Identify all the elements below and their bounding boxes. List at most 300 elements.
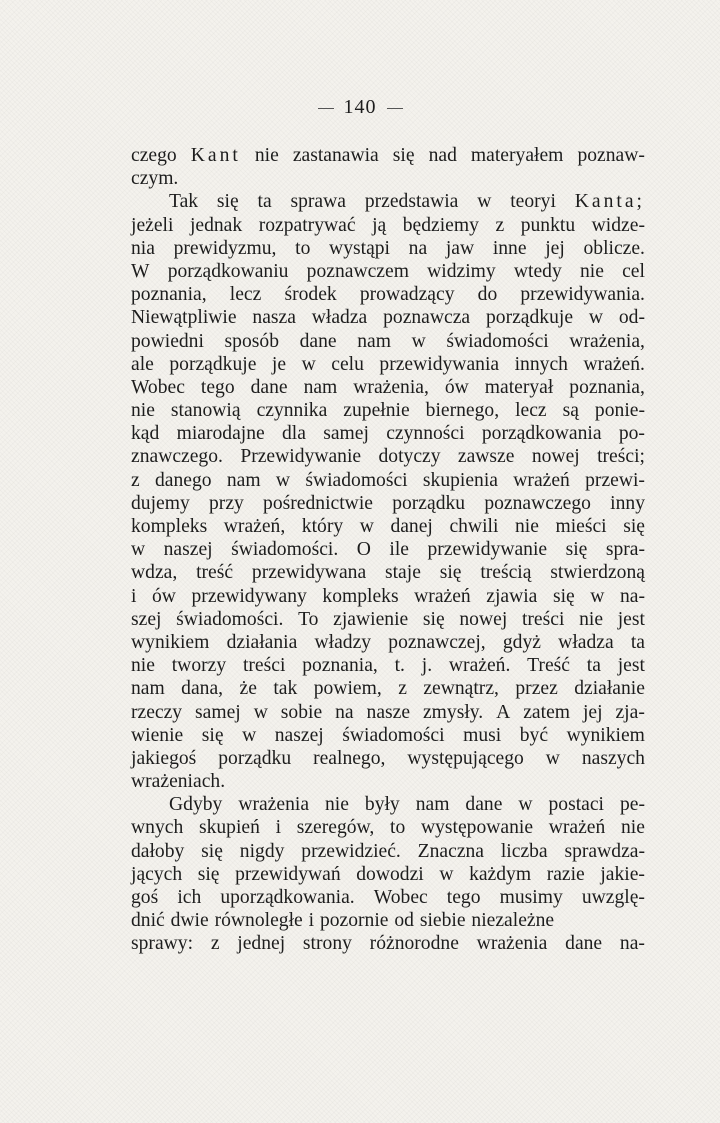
word: nie bbox=[254, 145, 279, 166]
word: nie bbox=[131, 400, 155, 422]
text-line bbox=[131, 190, 645, 213]
text-line bbox=[131, 585, 645, 608]
word: celu bbox=[331, 353, 364, 375]
word: nie bbox=[620, 817, 645, 839]
word: się bbox=[216, 191, 239, 213]
word: oblicze. bbox=[583, 237, 645, 259]
word: zmysły. bbox=[422, 701, 484, 723]
word: Kanta; bbox=[574, 191, 645, 213]
word: dotyczy bbox=[378, 446, 441, 468]
word: świadomości bbox=[342, 724, 445, 746]
text-line bbox=[131, 724, 645, 747]
word: środek bbox=[284, 284, 337, 306]
word: zatem bbox=[523, 701, 571, 723]
word: miarodajne bbox=[176, 423, 265, 445]
word: staje bbox=[384, 562, 421, 584]
text-line bbox=[131, 260, 645, 283]
word: wienie bbox=[131, 724, 184, 746]
word: nasza bbox=[252, 307, 296, 329]
word: j. bbox=[421, 655, 433, 677]
word: prowadzący bbox=[359, 284, 455, 306]
word: się bbox=[623, 516, 645, 537]
word: uporządkowania. bbox=[220, 887, 355, 908]
text-line bbox=[131, 283, 645, 306]
word: sprawy: bbox=[131, 933, 194, 955]
word: się bbox=[422, 608, 445, 630]
word: różnorodne bbox=[369, 933, 459, 955]
word: dowodzi bbox=[356, 863, 424, 885]
word: postaci bbox=[548, 794, 604, 816]
word: z bbox=[131, 469, 140, 491]
text-line bbox=[131, 306, 645, 329]
word: na bbox=[335, 701, 354, 723]
word: jaw bbox=[445, 237, 475, 259]
word: Niewątpliwie bbox=[131, 307, 237, 329]
word: jej bbox=[582, 701, 603, 723]
text-line bbox=[131, 492, 645, 515]
word: strony bbox=[302, 933, 352, 955]
word: jej bbox=[545, 237, 565, 259]
word: równoległe bbox=[214, 910, 303, 932]
page-number-value: 140 bbox=[343, 96, 377, 118]
word: biernego, bbox=[425, 400, 500, 422]
text-line bbox=[131, 538, 645, 561]
word: porządkowania bbox=[481, 423, 602, 445]
word: naszej bbox=[274, 724, 324, 746]
word: z bbox=[210, 933, 220, 955]
word: nad bbox=[428, 145, 457, 166]
word: inne bbox=[492, 237, 527, 259]
text-line bbox=[131, 214, 645, 237]
word: świadomości bbox=[305, 469, 408, 491]
word: dane bbox=[250, 376, 288, 398]
word: zja- bbox=[615, 701, 645, 723]
word: siebie bbox=[419, 910, 466, 932]
word: być bbox=[519, 724, 549, 746]
word: przewidywania. bbox=[520, 284, 645, 306]
word: skupień bbox=[198, 817, 260, 839]
word: jednak bbox=[189, 214, 243, 236]
word: wynikiem bbox=[566, 724, 645, 746]
word: sprawa bbox=[290, 191, 346, 213]
word: mieści bbox=[555, 516, 607, 537]
word: przewidzieć. bbox=[301, 840, 401, 862]
word: były bbox=[364, 794, 400, 816]
word: się bbox=[201, 840, 223, 862]
text-line bbox=[131, 909, 645, 932]
word: tego bbox=[446, 887, 481, 908]
word: punktu bbox=[520, 214, 576, 236]
word: czynności bbox=[386, 423, 465, 445]
word: nam bbox=[357, 330, 391, 352]
word: świadomości. bbox=[176, 608, 284, 630]
word: sposób bbox=[224, 330, 279, 352]
word: szeregów, bbox=[296, 817, 375, 839]
word: danego bbox=[154, 469, 212, 491]
word: się bbox=[197, 863, 220, 885]
word: i bbox=[308, 910, 315, 932]
word: porządkuje bbox=[169, 353, 257, 375]
word: każdym bbox=[469, 863, 532, 885]
word: po- bbox=[618, 423, 645, 445]
text-line bbox=[131, 816, 645, 839]
word: wrażeń, bbox=[223, 516, 286, 537]
word: naszej bbox=[163, 539, 213, 561]
word: się bbox=[201, 724, 224, 746]
word: razie bbox=[546, 863, 585, 885]
word: w bbox=[359, 516, 374, 537]
word: w bbox=[588, 307, 604, 329]
word: samej bbox=[323, 423, 369, 445]
word: prewidyzmu, bbox=[173, 237, 277, 259]
word: działania bbox=[226, 631, 298, 653]
word: uwzglę- bbox=[581, 887, 645, 908]
word: jest bbox=[617, 655, 645, 677]
word: dane bbox=[299, 330, 337, 352]
word: przewidywanie bbox=[427, 539, 548, 561]
word: pozornie bbox=[319, 910, 389, 932]
word: nie bbox=[514, 516, 539, 537]
word: goś bbox=[131, 887, 159, 908]
word: realnego, bbox=[313, 747, 386, 769]
word: pe- bbox=[619, 794, 645, 816]
word: władzy bbox=[314, 631, 372, 653]
word: je bbox=[271, 353, 287, 375]
word: rozpatrywać bbox=[258, 214, 356, 236]
word: zjawienie bbox=[333, 608, 409, 630]
word: Treść bbox=[527, 655, 570, 677]
word: że bbox=[239, 678, 257, 700]
word: zastanawia bbox=[292, 145, 379, 166]
word: sprawdza- bbox=[564, 840, 645, 862]
word: wtedy bbox=[513, 260, 562, 282]
word: w bbox=[301, 353, 316, 375]
word: chwili bbox=[449, 516, 499, 537]
word: dla bbox=[282, 423, 306, 445]
word: treści bbox=[242, 655, 286, 677]
word: porządkuje bbox=[485, 307, 574, 329]
right-dash bbox=[387, 108, 403, 109]
word: ta bbox=[630, 631, 645, 653]
word: ta bbox=[257, 191, 272, 213]
word: wrażenia, bbox=[569, 330, 645, 352]
word: dujemy bbox=[131, 492, 190, 514]
word: A bbox=[496, 701, 511, 723]
word: się bbox=[552, 585, 575, 607]
text-line bbox=[131, 561, 645, 584]
word: porządku bbox=[392, 492, 466, 514]
word: czego bbox=[131, 145, 177, 166]
word: liczba bbox=[500, 840, 548, 862]
word: jest bbox=[617, 608, 645, 630]
word: władza bbox=[558, 631, 614, 653]
text-line bbox=[131, 399, 645, 422]
word: w bbox=[545, 747, 560, 769]
word: w bbox=[518, 794, 533, 816]
text-line bbox=[131, 445, 645, 468]
word: dane bbox=[465, 794, 503, 816]
word: w bbox=[275, 469, 291, 491]
word: samej bbox=[195, 701, 241, 723]
word: To bbox=[298, 608, 319, 630]
word: spra- bbox=[605, 539, 645, 561]
word: powiedni bbox=[131, 330, 204, 352]
text-line bbox=[131, 701, 645, 724]
word: w bbox=[411, 330, 426, 352]
word: i bbox=[275, 817, 282, 839]
word: jednej bbox=[237, 933, 286, 955]
word: dana, bbox=[181, 678, 224, 700]
word: przewidywany bbox=[191, 585, 307, 607]
word: wdza, bbox=[131, 562, 178, 584]
word: widzimy bbox=[427, 260, 496, 282]
word: ją bbox=[372, 214, 387, 236]
word: od bbox=[394, 910, 414, 932]
word: nam bbox=[415, 794, 450, 816]
word: przedstawia bbox=[364, 191, 459, 213]
word: nie bbox=[579, 260, 604, 282]
word: Gdyby bbox=[169, 794, 223, 816]
word: Kant bbox=[190, 145, 241, 166]
word: nowej bbox=[459, 608, 508, 630]
text-line bbox=[131, 863, 645, 886]
word: na- bbox=[619, 933, 645, 955]
word: widze- bbox=[591, 214, 645, 236]
text-line bbox=[131, 469, 645, 492]
word: który bbox=[301, 516, 344, 537]
word: wrażenia bbox=[476, 933, 548, 955]
word: kompleks bbox=[322, 585, 399, 607]
body-text bbox=[131, 144, 645, 956]
word: występującego bbox=[407, 747, 524, 769]
word: nasze bbox=[366, 701, 411, 723]
text-line bbox=[131, 237, 645, 260]
word: Wobec bbox=[131, 376, 185, 398]
word: zjawia bbox=[486, 585, 538, 607]
word: wrażenia, bbox=[353, 376, 429, 398]
word: stanowią bbox=[170, 400, 241, 422]
word: nam bbox=[226, 469, 261, 491]
word: nigdy bbox=[239, 840, 285, 862]
word: działanie bbox=[574, 678, 645, 700]
word: pośrednictwie bbox=[263, 492, 373, 514]
word: Znaczna bbox=[417, 840, 485, 862]
text-line bbox=[131, 376, 645, 399]
word: poznawczem bbox=[306, 260, 409, 282]
word: przewidywana bbox=[251, 562, 367, 584]
word: ponie- bbox=[594, 400, 645, 422]
text-line bbox=[131, 793, 645, 816]
word: ów bbox=[444, 376, 469, 398]
word: t. bbox=[394, 655, 405, 677]
page-number bbox=[0, 96, 720, 119]
word: materyał bbox=[484, 376, 554, 398]
word: dałoby bbox=[131, 840, 185, 862]
word: nowej bbox=[531, 446, 580, 468]
word: ich bbox=[177, 887, 202, 908]
text-line bbox=[131, 515, 645, 538]
word: Wobec bbox=[373, 887, 428, 908]
word: innych bbox=[514, 353, 568, 375]
word: nie bbox=[579, 608, 604, 630]
word: świadomości. bbox=[231, 539, 339, 561]
word: wrażeniach. bbox=[131, 771, 226, 793]
word: poznania, bbox=[131, 284, 207, 306]
word: nam bbox=[131, 678, 165, 700]
word: musimy bbox=[499, 887, 563, 908]
word: danej bbox=[390, 516, 433, 537]
word: w bbox=[131, 539, 146, 561]
word: wynikiem bbox=[131, 631, 210, 653]
word: dane bbox=[565, 933, 603, 955]
word: treści bbox=[521, 608, 565, 630]
word: teoryi bbox=[510, 191, 556, 213]
word: jeżeli bbox=[131, 214, 174, 236]
word: z bbox=[495, 214, 505, 236]
word: poznawczego bbox=[484, 492, 591, 514]
word: ale bbox=[131, 353, 154, 375]
word: nie bbox=[324, 794, 349, 816]
word: wrażeń bbox=[414, 585, 471, 607]
word: O bbox=[356, 539, 371, 561]
word: tak bbox=[273, 678, 298, 700]
word: przez bbox=[515, 678, 558, 700]
word: ile bbox=[389, 539, 409, 561]
word: gdyż bbox=[502, 631, 541, 653]
word: nia bbox=[131, 237, 155, 259]
word: wrażeń bbox=[513, 469, 570, 491]
word: dwie bbox=[170, 910, 209, 932]
word: występowanie bbox=[420, 817, 534, 839]
word: wrażeń. bbox=[583, 353, 645, 375]
text-line bbox=[131, 654, 645, 677]
word: się bbox=[392, 145, 415, 166]
word: znawczego. bbox=[131, 446, 223, 468]
word: porządkowaniu bbox=[167, 260, 289, 282]
word: jakie- bbox=[600, 863, 645, 885]
word: czynnika bbox=[256, 400, 328, 422]
word: czym. bbox=[131, 168, 179, 190]
word: stwierdzoną bbox=[550, 562, 645, 584]
word: wrażeń bbox=[548, 817, 606, 839]
word: przewidywań bbox=[235, 863, 341, 885]
text-line bbox=[131, 330, 645, 353]
word: poznania, bbox=[569, 376, 645, 398]
text-line bbox=[131, 353, 645, 376]
word: naszych bbox=[581, 747, 645, 769]
word: kompleks bbox=[131, 516, 208, 537]
word: nie bbox=[131, 655, 155, 677]
word: tworzy bbox=[171, 655, 227, 677]
left-dash bbox=[318, 108, 334, 109]
word: wnych bbox=[131, 817, 184, 839]
word: nam bbox=[303, 376, 338, 398]
word: są bbox=[562, 400, 579, 422]
text-line bbox=[131, 886, 645, 909]
word: skupienia bbox=[422, 469, 498, 491]
word: porządku bbox=[218, 747, 292, 769]
word: materyałem bbox=[470, 145, 564, 166]
word: poznania, bbox=[302, 655, 378, 677]
word: lecz bbox=[229, 284, 262, 306]
word: i bbox=[131, 585, 137, 607]
text-line bbox=[131, 631, 645, 654]
word: wrażeń. bbox=[448, 655, 511, 677]
word: na- bbox=[619, 585, 645, 607]
word: poznawcza bbox=[383, 307, 471, 329]
word: się bbox=[565, 539, 588, 561]
word: w bbox=[242, 724, 257, 746]
word: będziemy bbox=[402, 214, 479, 236]
word: przy bbox=[209, 492, 244, 514]
word: to bbox=[295, 237, 311, 259]
word: tego bbox=[200, 376, 235, 398]
text-line bbox=[131, 677, 645, 700]
word: w bbox=[477, 191, 492, 213]
word: w bbox=[439, 863, 454, 885]
word: treścią bbox=[480, 562, 532, 584]
word: jących bbox=[131, 863, 183, 885]
word: do bbox=[477, 284, 498, 306]
word: przewidywania bbox=[379, 353, 500, 375]
word: jakiegoś bbox=[131, 747, 197, 769]
word: na bbox=[408, 237, 428, 259]
word: się bbox=[439, 562, 462, 584]
text-line bbox=[131, 747, 645, 770]
word: rzeczy bbox=[131, 701, 183, 723]
word: treści; bbox=[597, 446, 645, 468]
word: to bbox=[390, 817, 406, 839]
word: Przewidywanie bbox=[240, 446, 362, 468]
word: cel bbox=[622, 260, 645, 282]
word: władza bbox=[311, 307, 368, 329]
word: szej bbox=[131, 608, 162, 630]
word: kąd bbox=[131, 423, 160, 445]
word: w bbox=[253, 701, 268, 723]
word: zawsze bbox=[457, 446, 515, 468]
word: lecz bbox=[515, 400, 547, 422]
text-line bbox=[131, 167, 645, 190]
word: niezależne bbox=[471, 910, 555, 932]
text-line bbox=[131, 770, 645, 793]
word: świadomości bbox=[446, 330, 549, 352]
word: powiem, bbox=[313, 678, 382, 700]
text-line bbox=[131, 144, 645, 167]
word: przewi- bbox=[585, 469, 645, 491]
text-line bbox=[131, 932, 645, 955]
word: zewnątrz, bbox=[423, 678, 499, 700]
word: poznawczej, bbox=[388, 631, 486, 653]
word: treść bbox=[196, 562, 234, 584]
word: ów bbox=[152, 585, 176, 607]
text-line bbox=[131, 608, 645, 631]
text-line bbox=[131, 840, 645, 863]
word: musi bbox=[463, 724, 502, 746]
word: poznaw- bbox=[577, 145, 645, 166]
word: Tak bbox=[169, 191, 199, 213]
word: ta bbox=[586, 655, 601, 677]
word: dnić bbox=[131, 910, 165, 932]
word: w bbox=[590, 585, 605, 607]
word: od- bbox=[618, 307, 645, 329]
text-line bbox=[131, 422, 645, 445]
word: W bbox=[131, 260, 150, 282]
word: zupełnie bbox=[343, 400, 410, 422]
word: sobie bbox=[280, 701, 323, 723]
word: wrażenia bbox=[238, 794, 310, 816]
word: z bbox=[398, 678, 407, 700]
word: inny bbox=[610, 492, 645, 514]
